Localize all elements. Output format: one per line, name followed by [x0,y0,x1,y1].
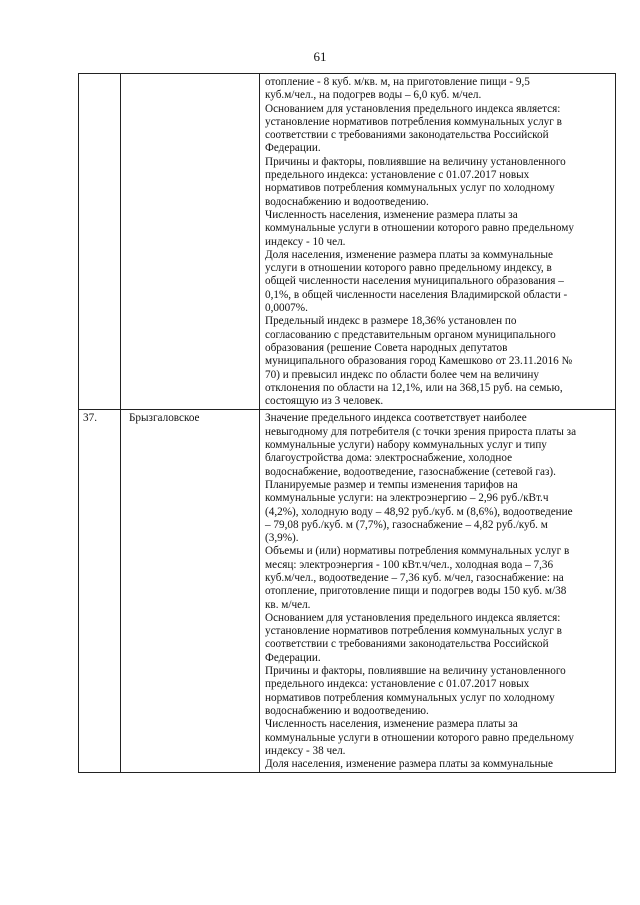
page-number: 61 [313,49,327,64]
text-line: отопление - 8 куб. м/кв. м, на приготовление пищи - 9,5 [265,76,530,88]
text-line: Доля населения, изменение размера платы за коммунальные [265,758,553,771]
text-line: нормативов потребления коммунальных услуг по холодному [265,182,555,195]
table-row [79,74,616,410]
row-number-cell [79,74,121,410]
description-paragraph [265,479,611,545]
text-line: предельного индекса: установление с 01.07.2017 новых [265,678,530,691]
text-line: соответствии с требованиями законодательства Российской [265,129,549,142]
text-line: нормативов потребления коммунальных услуг по холодному [265,691,555,704]
text-line: установление нормативов потребления коммунальных услуг в [265,625,562,638]
description-paragraph [265,718,611,758]
text-line: водоснабжению и водоотведению. [265,704,429,717]
text-line: Предельный индекс в размере 18,36% установлен по [265,315,517,328]
row-number: 37. [83,412,97,425]
text-line: Планируемые размер и темпы изменения тарифов на [265,478,518,491]
text-line: коммунальные услуги: на электроэнергию – 2,96 руб./кВт.ч [265,492,549,505]
description-cell [260,74,616,410]
municipality-name: Брызгаловское [129,412,200,425]
municipality-name-cell [121,74,260,410]
text-line: коммунальные услуги в отношении которого равно предельному [265,222,574,235]
text-line: Причины и факторы, повлиявшие на величину установленного [265,155,566,168]
text-line: Основанием для установления предельного индекса является: [265,611,561,624]
description-paragraph [265,758,611,771]
text-line: согласованию с представительным органом муниципального [265,328,556,341]
description-paragraph [265,156,611,209]
text-line: коммунальные услуги) набору коммунальных услуг и типу [265,439,547,452]
text-line: Объемы и (или) нормативы потребления коммунальных услуг в [265,545,570,558]
description-paragraph [265,612,611,665]
text-line: индексу - 38 чел. [265,744,346,757]
description-paragraph [265,412,611,478]
text-line: Основанием для установления предельного индекса является: [265,102,561,115]
description-paragraph [265,209,611,249]
text-line: индексу - 10 чел. [265,235,346,248]
text-line: Доля населения, изменение размера платы за коммунальные [265,248,553,261]
text-line: Численность населения, изменение размера платы за [265,718,518,731]
description-paragraph [265,249,611,315]
text-line: – 79,08 руб./куб. м (7,7%), газоснабжение – 4,82 руб./куб. м [265,518,548,531]
description-cell [260,410,616,773]
text-line: муниципального образования город Камешково от 23.11.2016 № [265,355,573,368]
text-line: 70) и превысил индекс по области более чем на величину [265,368,539,381]
text-line: установление нормативов потребления коммунальных услуг в [265,115,562,128]
text-line: Численность населения, изменение размера платы за [265,208,518,221]
description-paragraph [265,545,611,611]
text-line: водоснабжение, водоотведение, газоснабжение (сетевой газ). [265,465,556,478]
text-line: Значение предельного индекса соответствует наиболее [265,412,527,425]
text-line: соответствии с требованиями законодательства Российской [265,638,549,651]
description-paragraph [265,103,611,156]
text-line: образования (решение Совета народных депутатов [265,341,508,354]
text-line: отопление, приготовление пищи и подогрев воды 150 куб. м/38 [265,585,567,598]
text-line: куб.м/чел., водоотведение – 7,36 куб. м/чел, газоснабжение: на [265,571,564,584]
text-line: (3,9%). [265,532,299,545]
text-line: невыгодному для потребителя (с точки зрения прироста платы за [265,425,577,438]
description-paragraph [265,315,611,408]
text-line: предельного индекса: установление с 01.07.2017 новых [265,169,530,182]
description-paragraph [265,665,611,718]
table-body [79,74,616,773]
text-line: благоустройства дома: электроснабжение, холодное [265,452,513,465]
text-line: кв. м/чел. [265,598,311,611]
text-line: водоснабжению и водоотведению. [265,195,429,208]
text-line: состоящую из 3 человек. [265,395,384,408]
text-line: коммунальные услуги в отношении которого равно предельному [265,731,574,744]
description-paragraph [265,76,611,103]
text-line: Федерации. [265,142,321,155]
text-line: общей численности населения муниципального образования – [265,275,564,288]
row-number-cell [79,410,121,773]
text-line: месяц: электроэнергия - 100 кВт.ч/чел., холодная вода – 7,36 [265,558,554,571]
text-line: услуги в отношении которого равно предельному индексу, в [265,262,552,275]
text-line: 0,1%, в общей численности населения Владимирской области - [265,288,568,301]
text-line: отклонения по области на 12,1%, или на 368,15 руб. на семью, [265,381,563,394]
text-line: 0,0007%. [265,302,308,315]
text-line: Федерации. [265,651,321,664]
index-table [78,73,616,773]
text-line: Причины и факторы, повлиявшие на величину установленного [265,665,566,678]
text-line: куб.м/чел., на подогрев воды – 6,0 куб. м/чел. [265,89,482,102]
municipality-name-cell [121,410,260,773]
text-line: (4,2%), холодную воду – 48,92 руб./куб. м (8,6%), водоотведение [265,505,573,518]
table-row [79,410,616,773]
